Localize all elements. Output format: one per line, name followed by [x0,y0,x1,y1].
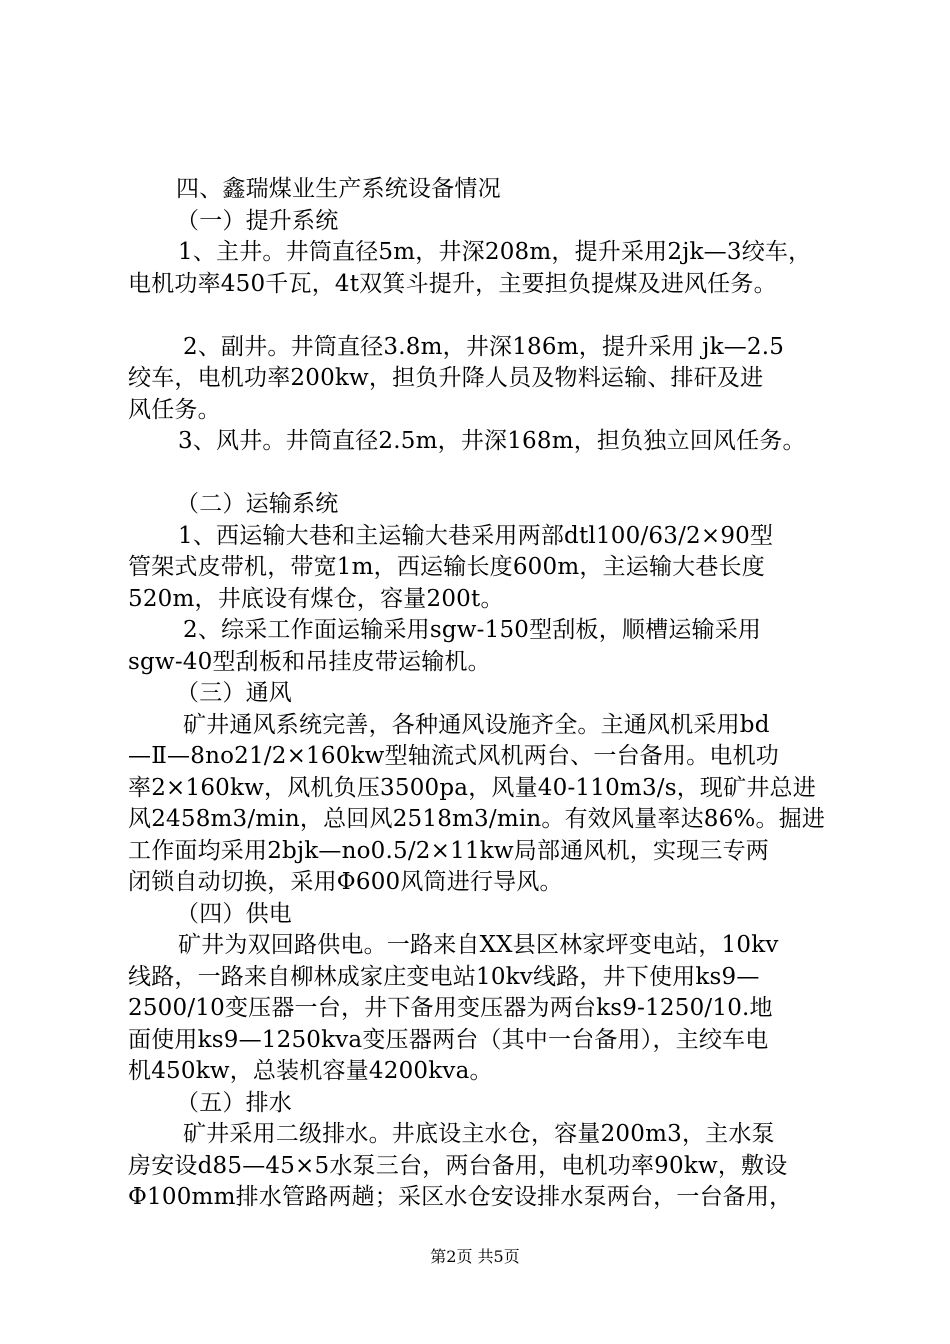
text-line: 风任务。 [128,396,221,423]
text-line: 风2458m3/min，总回风2518m3/min。有效风量率达86%。掘进 [128,806,826,832]
subsection-heading-drainage: （五）排水 [176,1089,292,1116]
section-heading-4: 四、鑫瑞煤业生产系统设备情况 [176,176,501,202]
text-line: 2、副井。井筒直径3.8m，井深186m，提升采用 jk—2.5 [183,333,785,360]
text-line: Φ100mm排水管路两趟；采区水仓安设排水泵两台，一台备用， [128,1184,793,1210]
subsection-heading-power: （四）供电 [176,900,292,927]
document-body [128,174,833,1214]
text-line: 机450kw，总装机容量4200kva。 [128,1058,493,1084]
subsection-heading-ventilation: （三）通风 [176,680,292,706]
text-line: 520m，井底设有煤仓，容量200t。 [128,585,504,612]
text-line: —Ⅱ—8no21/2×160kw型轴流式风机两台、一台备用。电机功 [128,743,779,769]
page-number-footer: 第2页 共5页 [430,1247,520,1266]
text-line: 线路，一路来自柳林成家庄变电站10kv线路，井下使用ks9— [128,963,760,990]
text-line: 2、综采工作面运输采用sgw-150型刮板，顺槽运输采用 [183,617,762,643]
text-line: 2500/10变压器一台，井下备用变压器为两台ks9-1250/10.地 [128,995,773,1021]
text-line: 率2×160kw，风机负压3500pa，风量40-110m3/s，现矿井总进 [128,774,816,801]
text-line: 1、主井。井筒直径5m，井深208m，提升采用2jk—3绞车， [178,239,812,265]
text-line: 矿井采用二级排水。井底设主水仓，容量200m3，主水泵 [183,1121,775,1147]
blank-line [128,300,833,332]
text-line: 矿井通风系统完善，各种通风设施齐全。主通风机采用bd [183,711,770,738]
text-line: 面使用ks9—1250kva变压器两台（其中一台备用），主绞车电 [128,1026,769,1053]
subsection-heading-transport: （二）运输系统 [176,491,339,517]
text-line: 绞车，电机功率200kw，担负升降人员及物料运输、排矸及进 [128,365,764,391]
text-line: 闭锁自动切换，采用Φ600风筒进行导风。 [128,869,563,895]
text-line: 房安设d85—45×5水泵三台，两台备用，电机功率90kw，敷设 [128,1152,788,1179]
text-line: 管架式皮带机，带宽1m，西运输长度600m，主运输大巷长度 [128,554,765,580]
subsection-heading-lifting: （一）提升系统 [176,207,339,234]
text-line: 1、西运输大巷和主运输大巷采用两部dtl100/63/2×90型 [178,522,774,549]
blank-line [128,458,833,490]
text-line: 电机功率450千瓦，4t双箕斗提升，主要担负提煤及进风任务。 [128,270,777,297]
text-line: 矿井为双回路供电。一路来自XX县区林家坪变电站，10kv [178,932,779,958]
text-line: sgw-40型刮板和吊挂皮带运输机。 [128,648,491,675]
text-line: 工作面均采用2bjk—no0.5/2×11kw局部通风机，实现三专两 [128,837,770,864]
text-line: 3、风井。井筒直径2.5m，井深168m，担负独立回风任务。 [178,428,806,454]
